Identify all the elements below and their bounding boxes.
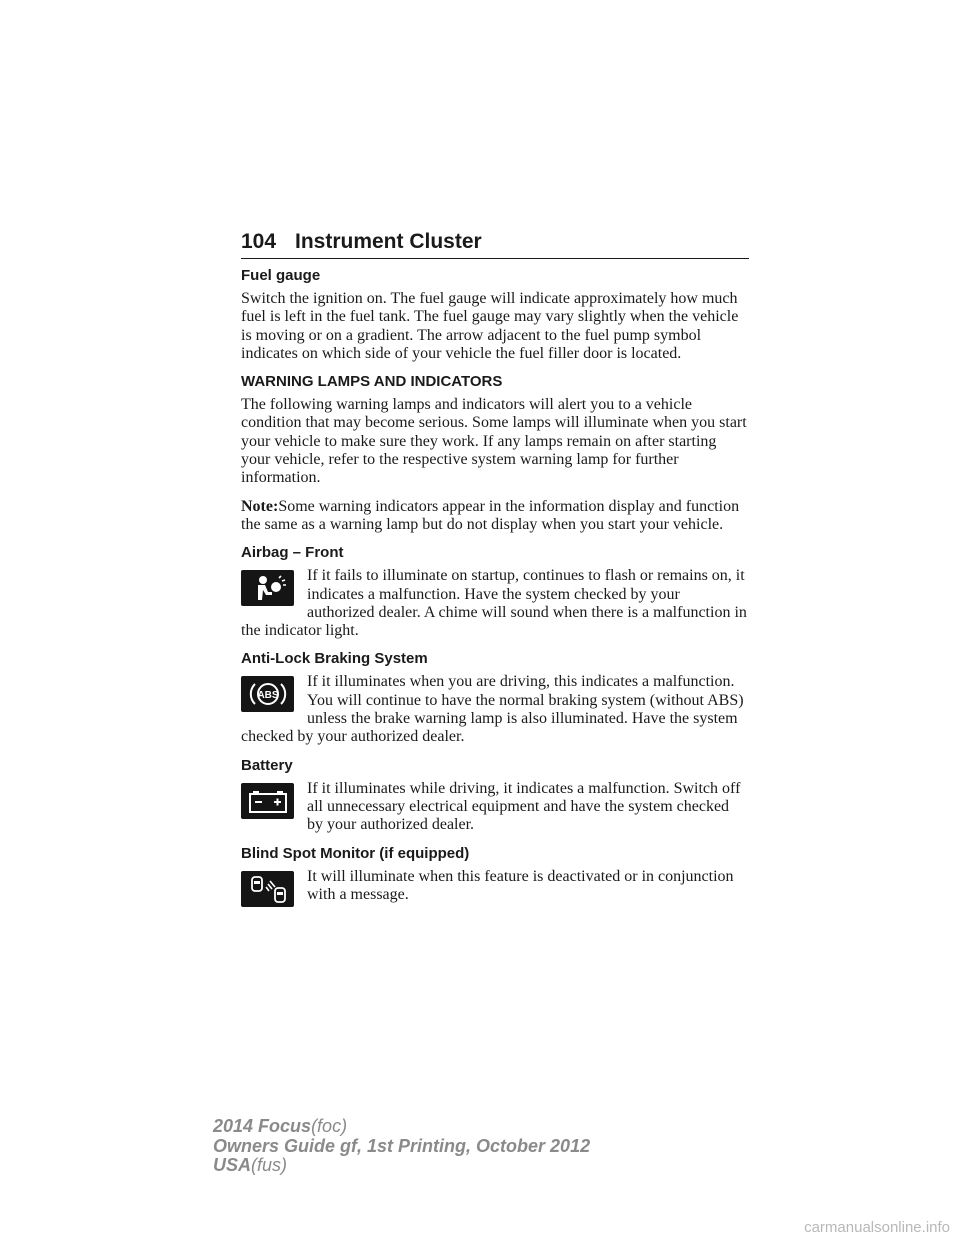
page-number: 104 [241, 230, 277, 253]
airbag-text: If it fails to illuminate on startup, continues to flash or remains on, it indicates a malfunction. Have the system checked by your authorized dealer. A chime will sound when there is a malfunction in the indicator light. [241, 567, 747, 640]
footer-guide: Owners Guide gf, 1st Printing, October 2012 [213, 1135, 591, 1156]
page-footer [213, 1117, 590, 1176]
fuel-gauge-heading: Fuel gauge [241, 267, 321, 284]
abs-heading: Anti-Lock Braking System [241, 650, 428, 668]
warning-lamps-note [241, 498, 749, 535]
footer-guide-line [213, 1137, 590, 1157]
blind-spot-heading: Blind Spot Monitor (if equipped) [241, 844, 470, 862]
page-header [241, 230, 749, 259]
footer-model: 2014 Focus [213, 1116, 312, 1136]
note-label: Note: [241, 497, 279, 515]
battery-lamp [241, 780, 749, 835]
blind-spot-text: It will illuminate when this feature is deactivated or in conjunction with a message. [307, 867, 734, 903]
fuel-gauge-body: Switch the ignition on. The fuel gauge will indicate approximately how much fuel is left in the fuel tank. The fuel gauge may vary slightly when the vehicle is moving or on a gradient. The arrow adjacent to the fuel pump symbol indicates on which side of your vehicle the fuel filler door is located. [241, 290, 739, 362]
battery-icon [241, 783, 294, 819]
abs-icon [241, 676, 294, 712]
warning-lamps-heading: WARNING LAMPS AND INDICATORS [241, 373, 503, 391]
warning-lamps-body: The following warning lamps and indicators will alert you to a vehicle condition that may become serious. Some lamps will illuminate when you start your vehicle to make sure they work. If any lamps remain on after starting your vehicle, refer to the respective system warning lamp for further information. [241, 396, 747, 487]
abs-lamp [241, 673, 749, 746]
note-text: Some warning indicators appear in the information display and function the same as a warning lamp but do not display when you start your vehicle. [241, 497, 740, 533]
airbag-icon [241, 570, 294, 606]
footer-region: USA [213, 1155, 252, 1175]
battery-text: If it illuminates while driving, it indicates a malfunction. Switch off all unnecessary electrical equipment and have the system checked by your authorized dealer. [307, 779, 741, 834]
chapter-title: Instrument Cluster [295, 230, 482, 253]
footer-model-line [213, 1117, 590, 1137]
abs-icon-label: ABS [256, 690, 279, 702]
airbag-lamp [241, 567, 749, 640]
blind-spot-icon [241, 871, 294, 907]
footer-region-line [213, 1156, 590, 1176]
blind-spot-lamp [241, 868, 749, 909]
watermark: carmanualsonline.info [804, 1219, 950, 1236]
airbag-heading: Airbag – Front [241, 544, 344, 562]
battery-heading: Battery [241, 756, 293, 774]
page-content [241, 267, 749, 909]
manual-page [241, 230, 749, 919]
footer-model-code: (foc) [311, 1116, 348, 1136]
abs-text: If it illuminates when you are driving, this indicates a malfunction. You will continue to have the normal braking system (without ABS) unless the brake warning lamp is also illuminated. Have the system checked by your authorized dealer. [241, 673, 744, 746]
footer-region-code: (fus) [251, 1155, 288, 1175]
